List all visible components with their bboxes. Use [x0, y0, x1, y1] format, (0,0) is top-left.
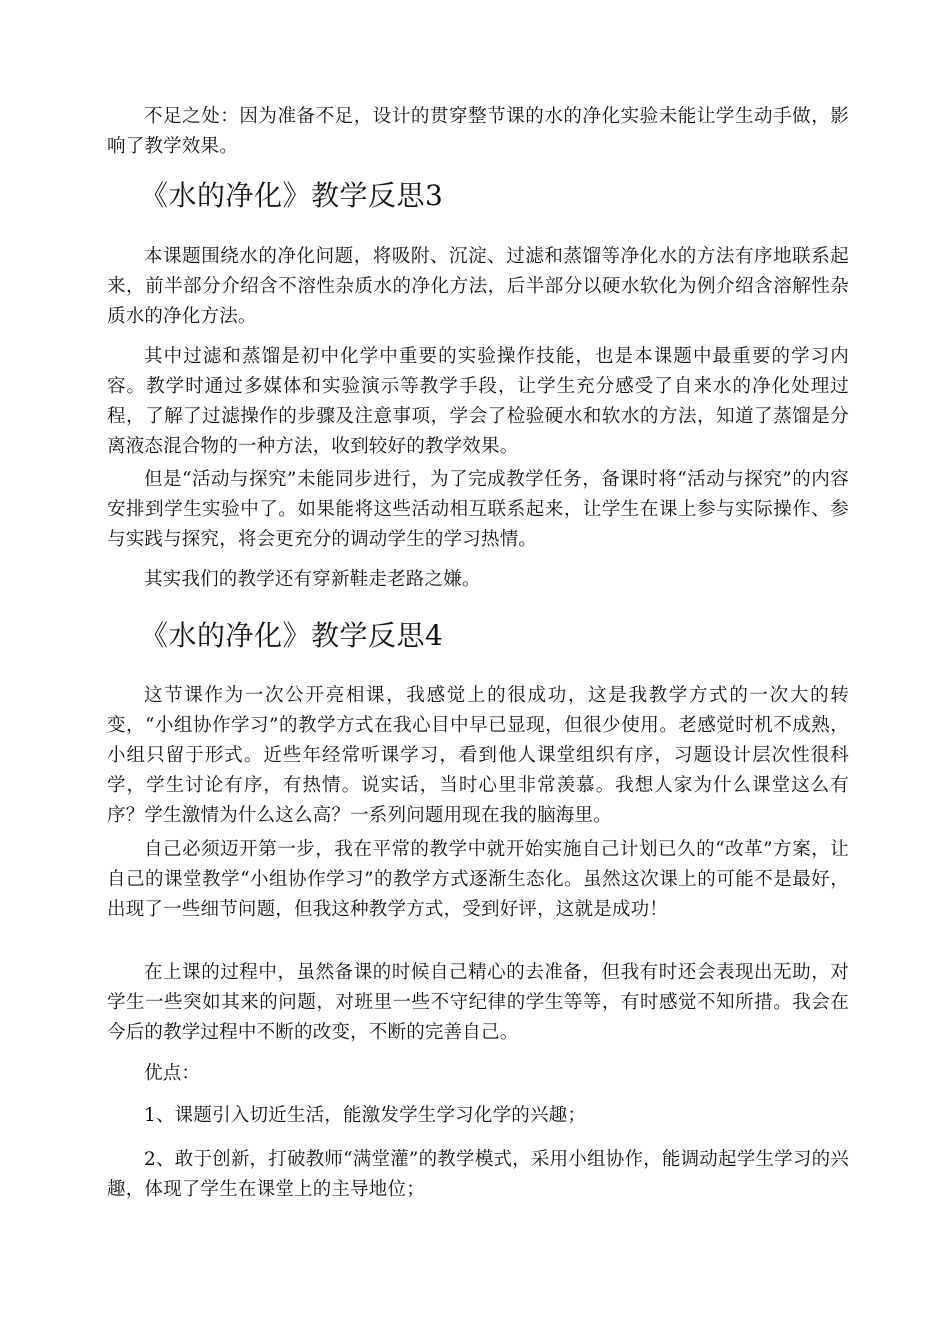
section3-title: 《水的净化》教学反思3 [140, 179, 444, 212]
intro-paragraph: 不足之处：因为准备不足，设计的贯穿整节课的水的净化实验未能让学生动手做，影响了教学效果。 [107, 106, 849, 157]
section4-paragraph-2: 自己必须迈开第一步，我在平常的教学中就开始实施自己计划已久的“改革”方案，让自己的课堂教学“小组协作学习”的教学方式逐渐生态化。虽然这次课上的可能不是最好，出现了一些细节问题，但我这种教学方式，受到好评，这就是成功！ [107, 839, 849, 920]
section4-paragraph-5: 1、课题引入切近生活，能激发学生学习化学的兴趣； [144, 1105, 587, 1126]
section4-paragraph-3: 在上课的过程中，虽然备课的时候自己精心的去准备，但我有时还会表现出无助，对学生一些突如其来的问题，对班里一些不守纪律的学生等等，有时感觉不知所措。我会在今后的教学过程中不断的改变，不断的完善自己。 [107, 962, 849, 1043]
section3-paragraph-1: 本课题围绕水的净化问题，将吸附、沉淀、过滤和蒸馏等净化水的方法有序地联系起来，前半部分介绍含不溶性杂质水的净化方法，后半部分以硬水软化为例介绍含溶解性杂质水的净化方法。 [107, 246, 849, 327]
section3-paragraph-3: 但是“活动与探究”未能同步进行，为了完成教学任务，备课时将“活动与探究”的内容安排到学生实验中了。如果能将这些活动相互联系起来，让学生在课上参与实际操作、参与实践与探究，将会更充分的调动学生的学习热情。 [107, 469, 849, 550]
section4-title: 《水的净化》教学反思4 [140, 619, 444, 652]
section3-paragraph-4: 其实我们的教学还有穿新鞋走老路之嫌。 [144, 569, 481, 590]
section3-paragraph-2: 其中过滤和蒸馏是初中化学中重要的实验操作技能，也是本课题中最重要的学习内容。教学时通过多媒体和实验演示等教学手段，让学生充分感受了自来水的净化处理过程，了解了过滤操作的步骤及注意事项，学会了检验硬水和软水的方法，知道了蒸馏是分离液态混合物的一种方法，收到较好的教学效果。 [107, 346, 849, 457]
section4-paragraph-6: 2、敢于创新，打破教师“满堂灌”的教学模式，采用小组协作，能调动起学生学习的兴趣，体现了学生在课堂上的主导地位； [107, 1149, 849, 1200]
section4-paragraph-1: 这节课作为一次公开亮相课，我感觉上的很成功，这是我教学方式的一次大的转变，“小组协作学习”的教学方式在我心目中早已显现，但很少使用。老感觉时机不成熟，小组只留于形式。近些年经常听课学习，看到他人课堂组织有序，习题设计层次性很科学，学生讨论有序，有热情。说实话，当时心里非常羡慕。我想人家为什么课堂这么有序？学生激情为什么这么高？一系列问题用现在我的脑海里。 [107, 685, 849, 826]
section4-paragraph-4: 优点： [144, 1063, 201, 1084]
